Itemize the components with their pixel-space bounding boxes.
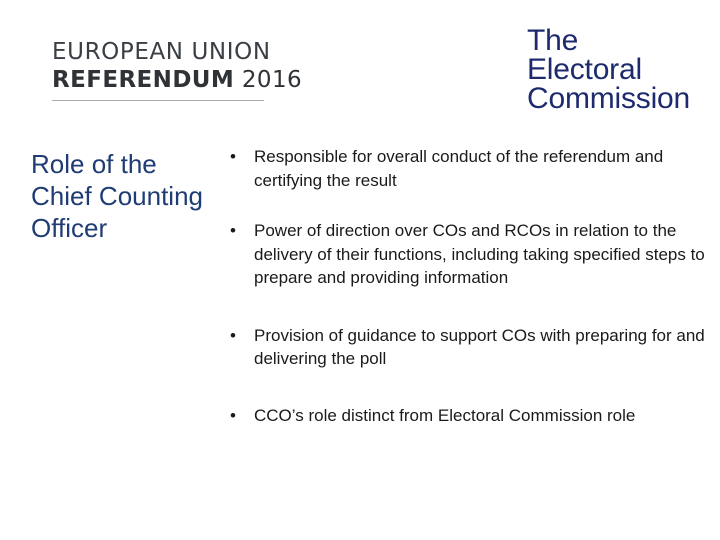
bullet-marker: • [230, 405, 236, 425]
bullet-item [230, 324, 710, 371]
logo-divider [52, 100, 264, 101]
slide-title [31, 148, 231, 244]
ec-logo-line-the: The [527, 24, 579, 57]
bullet-text: Responsible for overall conduct of the referendum and certifying the result [254, 147, 664, 190]
bullet-list [230, 145, 710, 427]
bullet-text: CCO’s role distinct from Electoral Commission role [254, 405, 636, 425]
eu-referendum-logo [52, 38, 303, 94]
bullet-item [230, 404, 710, 428]
bullet-item [230, 145, 710, 192]
logo-word-referendum: REFERENDUM [52, 67, 235, 93]
electoral-commission-logo [527, 26, 707, 113]
bullet-marker: • [230, 147, 236, 166]
ec-logo-line-commission: Commission [527, 82, 691, 115]
slide-title-line: Officer [31, 213, 108, 243]
logo-line-referendum [52, 66, 303, 94]
slide-title-line: Role of the [31, 149, 157, 179]
bullet-text: Provision of guidance to support COs with preparing for and delivering the poll [254, 325, 705, 368]
logo-line-european-union: EUROPEAN UNION [52, 39, 271, 65]
bullet-marker: • [230, 221, 236, 240]
bullet-text: Power of direction over COs and RCOs in relation to the delivery of their functions, including taking specified steps to prepare and providing information [254, 221, 705, 287]
bullet-item [230, 219, 710, 290]
logo-year: 2016 [241, 67, 303, 93]
ec-logo-line-electoral: Electoral [527, 53, 642, 86]
slide-title-line: Chief Counting [31, 181, 203, 211]
bullet-marker: • [230, 325, 236, 345]
